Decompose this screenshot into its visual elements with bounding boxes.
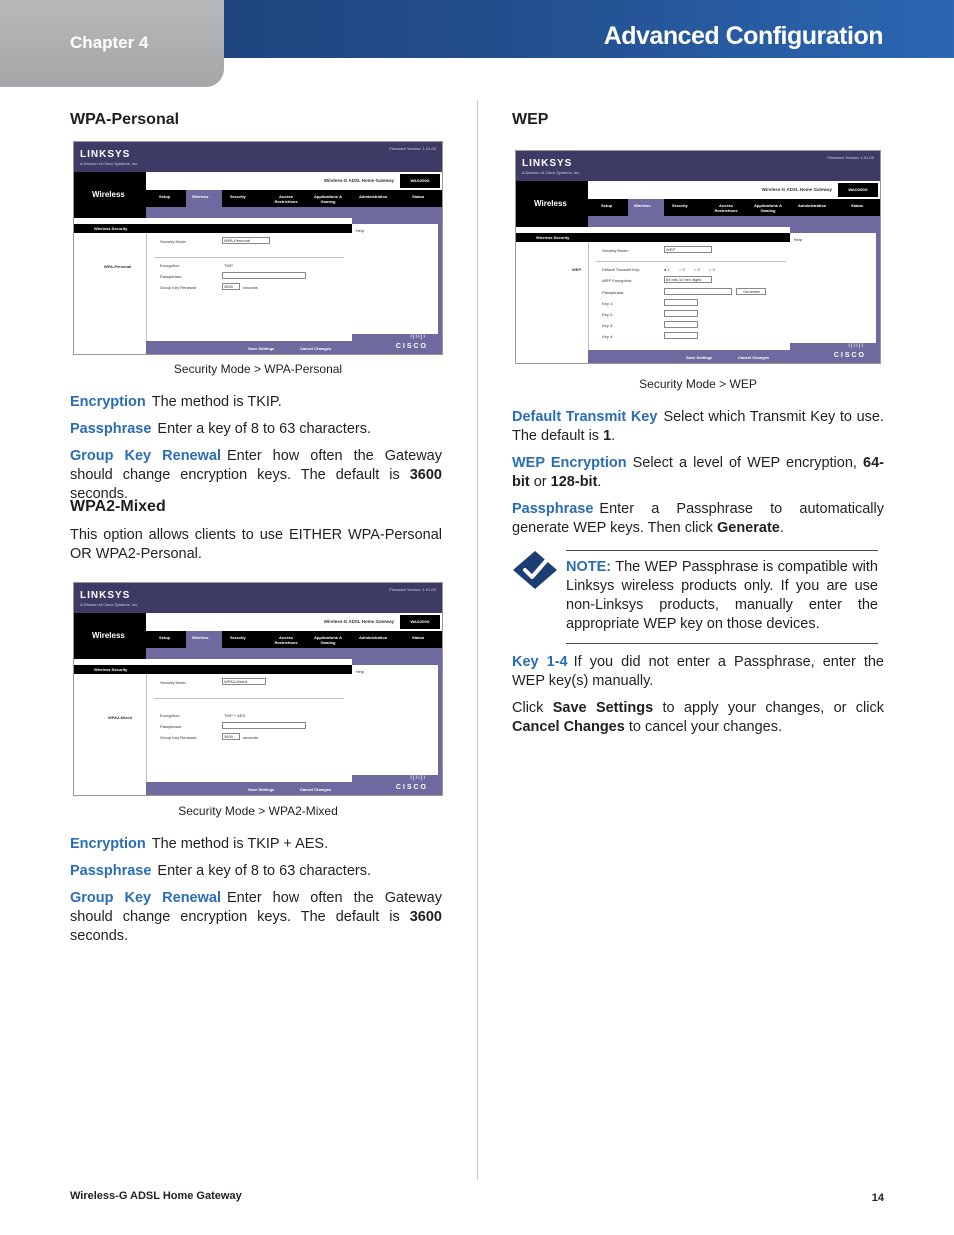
wep-heading: WEP: [512, 111, 549, 128]
generate-button[interactable]: Generate: [736, 288, 766, 295]
page-title: Advanced Configuration: [603, 22, 883, 50]
wep-encryption-select[interactable]: 64 bits 10 hex digits: [664, 276, 712, 283]
wpa2-mixed-screenshot: LINKSYS A Division of Cisco Systems, Inc. Firmware Version: 1.01.00 Wireless Wireless-G ADSL Home Gateway WAG200G Setup Wireless Security Access Restrictions Applications & Gaming Administration Status Wireless Security Help WPA2-Mixed Security Mode: WPA2-Mixed Encryption: TKIP + AES Passphrase: Group Key Renewal: 3600 seconds Save Settings Cancel Changes ı|ıı|ı CISCO: [73, 582, 443, 796]
linksys-logo: LINKSYS: [80, 149, 131, 160]
footer-product: Wireless-G ADSL Home Gateway: [70, 1190, 242, 1202]
tab-applications-gaming[interactable]: Applications & Gaming: [313, 635, 342, 645]
tab-applications-gaming[interactable]: Applications & Gaming: [753, 203, 782, 213]
term-group-key-renewal: Group Key Renewal: [70, 890, 221, 906]
term-wep-encryption: WEP Encryption: [512, 455, 627, 471]
cisco-wordmark: CISCO: [395, 343, 428, 350]
cisco-wordmark: CISCO: [833, 352, 866, 359]
transmit-key-radio-2[interactable]: ○ 2: [679, 267, 685, 272]
security-mode-select[interactable]: WPA2-Mixed: [222, 678, 266, 685]
transmit-key-radio-3[interactable]: ○ 3: [694, 267, 700, 272]
help-link[interactable]: Help: [793, 237, 802, 242]
wpa-personal-heading: WPA-Personal: [70, 111, 180, 128]
note-box: [512, 550, 884, 644]
group-key-renewal-input[interactable]: 3600: [222, 733, 240, 740]
tab-setup[interactable]: Setup: [601, 203, 613, 208]
tab-access-restrictions[interactable]: Access Restrictions: [714, 203, 738, 213]
passphrase-input[interactable]: [222, 722, 306, 729]
group-key-renewal-input[interactable]: 3600: [222, 283, 240, 290]
key4-input[interactable]: [664, 332, 698, 339]
save-settings-button[interactable]: Save Settings: [248, 787, 275, 792]
wpa2-mixed-heading: WPA2-Mixed: [70, 498, 166, 515]
tab-security[interactable]: Security: [230, 635, 246, 640]
tab-status[interactable]: Status: [412, 194, 425, 199]
cisco-logo-icon: ı|ıı|ı: [410, 334, 426, 340]
save-settings-button[interactable]: Save Settings: [686, 355, 713, 360]
linksys-logo: LINKSYS: [80, 590, 131, 601]
wpa2-mixed-caption: Security Mode > WPA2-Mixed: [178, 804, 338, 818]
tab-status[interactable]: Status: [851, 203, 864, 208]
page-number: 14: [871, 1192, 884, 1204]
cancel-changes-button[interactable]: Cancel Changes: [738, 355, 770, 360]
term-passphrase: Passphrase: [70, 863, 152, 879]
tab-wireless[interactable]: Wireless: [192, 635, 209, 640]
passphrase-input[interactable]: [222, 272, 306, 279]
term-encryption: Encryption: [70, 394, 146, 410]
tab-wireless[interactable]: Wireless: [192, 194, 209, 199]
transmit-key-radio-4[interactable]: ○ 4: [709, 267, 715, 272]
tab-access-restrictions[interactable]: Access Restrictions: [274, 635, 298, 645]
term-encryption: Encryption: [70, 836, 146, 852]
wpa-personal-caption: Security Mode > WPA-Personal: [173, 362, 343, 376]
checkmark-icon: [512, 550, 558, 590]
tab-status[interactable]: Status: [412, 635, 425, 640]
help-link[interactable]: Help: [355, 228, 364, 233]
wep-section: [512, 110, 884, 129]
section-label: Wireless: [92, 631, 125, 640]
key1-input[interactable]: [664, 299, 698, 306]
tab-security[interactable]: Security: [672, 203, 688, 208]
tab-setup[interactable]: Setup: [159, 194, 171, 199]
transmit-key-radio-1[interactable]: ● 1: [664, 267, 670, 272]
wpa-personal-section: [70, 110, 442, 129]
term-default-transmit-key: Default Transmit Key: [512, 409, 658, 425]
security-mode-select[interactable]: WPA-Personal: [222, 237, 270, 244]
tab-security[interactable]: Security: [230, 194, 246, 199]
tab-administration[interactable]: Administration: [359, 194, 388, 199]
wpa2-mixed-section: [70, 497, 442, 564]
help-link[interactable]: Help: [355, 669, 364, 674]
tab-administration[interactable]: Administration: [359, 635, 388, 640]
wpa2-mixed-intro: This option allows clients to use EITHER WPA-Personal OR WPA2-Personal.: [70, 527, 442, 562]
wpa-personal-screenshot: LINKSYS A Division of Cisco Systems, Inc. Firmware Version: 1.01.00 Wireless Wireless-G ADSL Home Gateway WAG200G Setup Wireless Security Access Restrictions Applications & Gaming Administration Status Wireless Security Help WPA-Personal Security Mode: WPA-Personal Encryption: TKIP Passphrase: Group Key Renewal: 3600 seconds Save Settings Cancel Changes ı|ıı|ı CISCO: [73, 141, 443, 355]
tab-access-restrictions[interactable]: Access Restrictions: [274, 194, 298, 204]
wpa-personal-definitions: Encryption The method is TKIP. Passphrase Enter a key of 8 to 63 characters. Group Key Renewal Enter how often the Gateway should change encryption keys. The default is 3600 seconds.: [70, 394, 442, 502]
note-text: NOTE: The WEP Passphrase is compatible with Linksys wireless products only. If you are use non-Linksys products, manually enter the appropriate WEP key on those devices.: [566, 550, 878, 644]
security-mode-select[interactable]: WEP: [664, 246, 712, 253]
linksys-logo: LINKSYS: [522, 158, 573, 169]
wep-definitions: Default Transmit Key Select which Transmit Key to use. The default is 1. WEP Encryption Select a level of WEP encryption, 64-bit or 128-bit. Passphrase Enter a Passphrase to automatically generate WEP keys. Then click Generate.: [512, 409, 884, 536]
note-label: NOTE:: [566, 559, 612, 575]
term-key-1-4: Key 1-4: [512, 654, 568, 670]
cisco-wordmark: CISCO: [395, 784, 428, 791]
key2-input[interactable]: [664, 310, 698, 317]
cancel-changes-button[interactable]: Cancel Changes: [300, 346, 332, 351]
cisco-logo-icon: ı|ıı|ı: [410, 775, 426, 781]
key3-input[interactable]: [664, 321, 698, 328]
tab-applications-gaming[interactable]: Applications & Gaming: [313, 194, 342, 204]
tab-setup[interactable]: Setup: [159, 635, 171, 640]
section-label: Wireless: [534, 199, 567, 208]
wpa2-mixed-definitions: Encryption The method is TKIP + AES. Passphrase Enter a key of 8 to 63 characters. Group Key Renewal Enter how often the Gateway should change encryption keys. The default is 3600 seconds.: [70, 836, 442, 944]
term-group-key-renewal: Group Key Renewal: [70, 448, 221, 464]
term-passphrase: Passphrase: [512, 501, 594, 517]
passphrase-input[interactable]: [664, 288, 732, 295]
chapter-label: Chapter 4: [70, 33, 149, 52]
cisco-logo-icon: ı|ıı|ı: [848, 343, 864, 349]
save-settings-button[interactable]: Save Settings: [248, 346, 275, 351]
cancel-changes-button[interactable]: Cancel Changes: [300, 787, 332, 792]
section-label: Wireless: [92, 190, 125, 199]
tab-wireless[interactable]: Wireless: [634, 203, 651, 208]
wep-screenshot: LINKSYS A Division of Cisco Systems, Inc. Firmware Version: 1.01.00 Wireless Wireless-G ADSL Home Gateway WAG200G Setup Wireless Security Access Restrictions Applications & Gaming Administration Status Wireless Security Help WEP Security Mode: WEP Default Transmit Key: ● 1 ○ 2 ○ 3 ○ 4 WEP Encryption: 64 bits 10 hex digits Passphrase: Generate Key 1: Key 2: Key 3: Key 4: Save Settings Cancel Changes ı|ıı|ı CISCO: [515, 150, 881, 364]
wep-keys-section: Key 1-4 If you did not enter a Passphrase, enter the WEP key(s) manually. Click Save Settings to apply your changes, or click Cancel Changes to cancel your changes.: [512, 654, 884, 735]
tab-administration[interactable]: Administration: [798, 203, 827, 208]
term-passphrase: Passphrase: [70, 421, 152, 437]
column-divider: [477, 100, 478, 1180]
wep-caption: Security Mode > WEP: [639, 377, 757, 391]
